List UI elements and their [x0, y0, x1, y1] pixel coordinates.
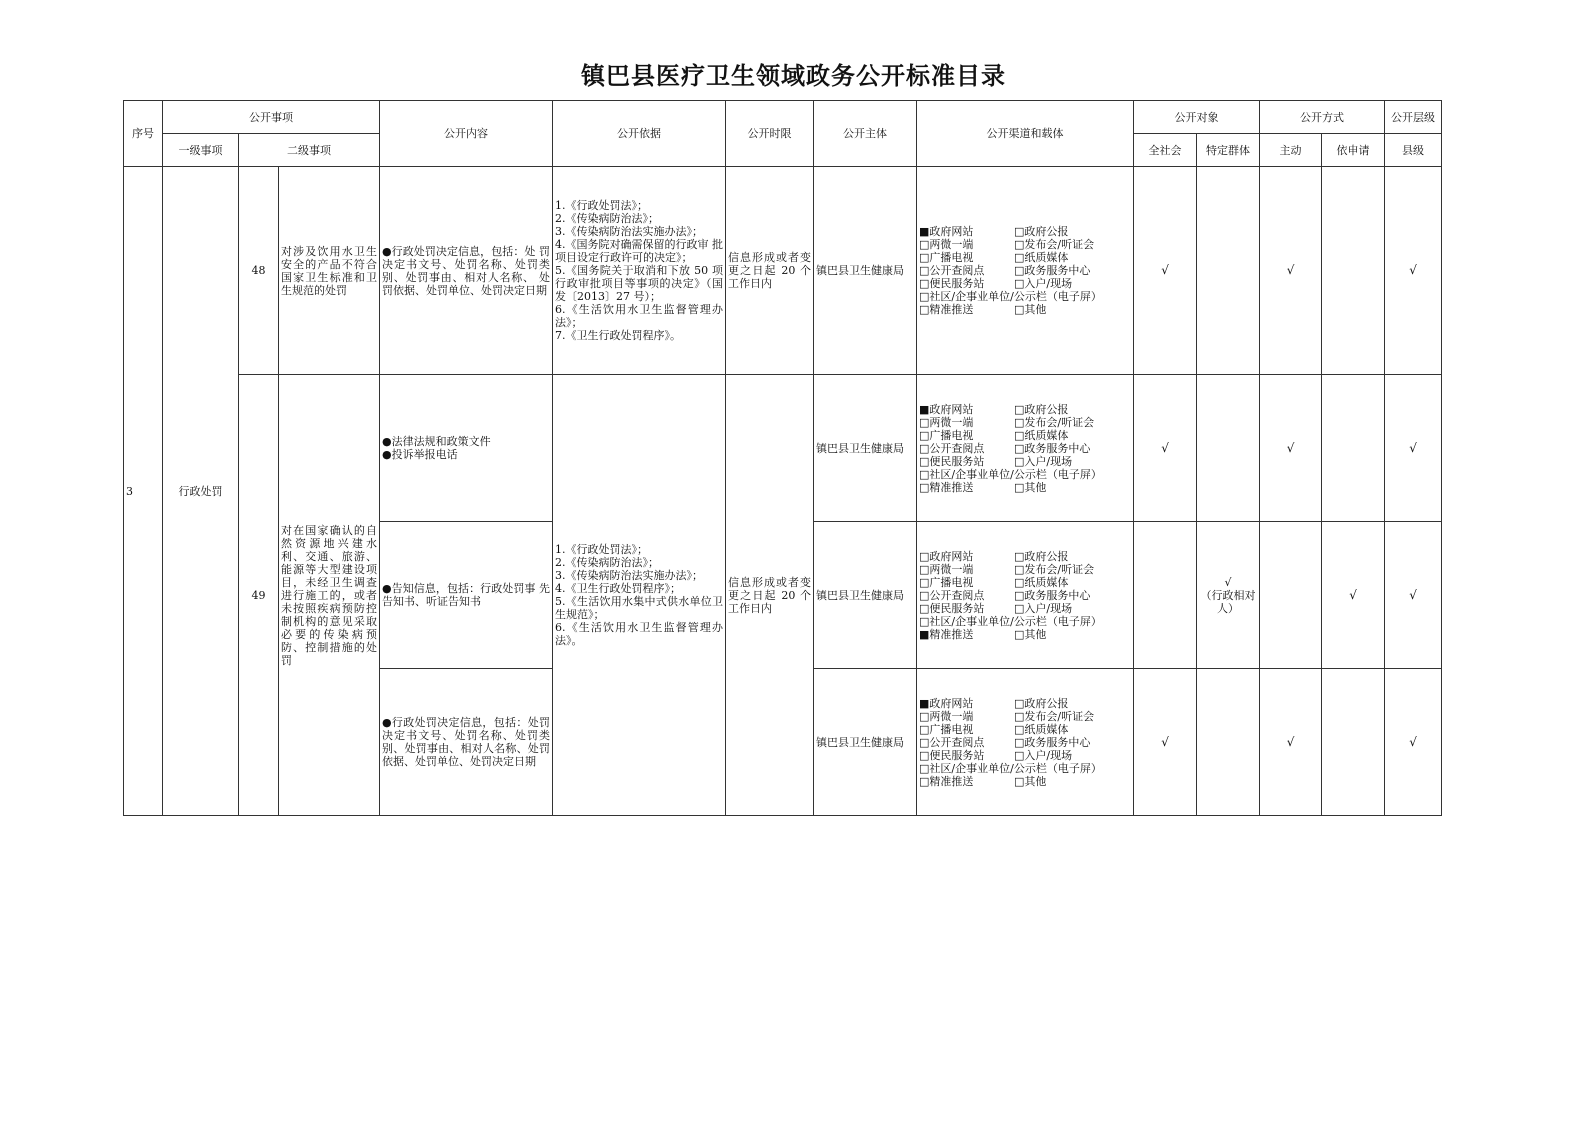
basis-cell — [553, 167, 726, 375]
header-seq: 序号 — [124, 101, 163, 167]
basis-line: 3.《传染病防治法实施办法》； — [555, 569, 704, 582]
subject-cell: 镇巴县卫生健康局 — [814, 522, 917, 669]
basis-cell — [553, 375, 726, 816]
channel-cell — [917, 375, 1134, 522]
channel-option: □社区/企事业单位/公示栏（电子屏） — [919, 614, 1102, 628]
check-specific-group: √ （行政相对人） — [1197, 522, 1260, 669]
basis-line: 7.《卫生行政处罚程序》。 — [555, 329, 682, 342]
level1-cell: 行政处罚 — [163, 167, 239, 816]
channel-option: □纸质媒体 — [1014, 251, 1069, 264]
basis-line: 1.《行政处罚法》； — [555, 543, 649, 556]
channel-option: □其他 — [1014, 774, 1047, 788]
channel-option: □政务服务中心 — [1014, 735, 1091, 749]
channel-option: □公开查阅点 — [919, 441, 985, 455]
channel-option: □广播电视 — [919, 722, 974, 736]
channel-option: □社区/企事业单位/公示栏（电子屏） — [919, 290, 1102, 303]
basis-line: 6.《生活饮用水卫生监督管理办 法》。 — [555, 621, 724, 647]
channel-option: □便民服务站 — [919, 748, 985, 762]
channel-cell — [917, 669, 1134, 816]
channel-option: □其他 — [1014, 303, 1047, 316]
channel-option: □政府公报 — [1014, 696, 1069, 710]
basis-line: 5.《国务院关于取消和下放 50 项行政审批项目等事项的决定》（国发〔2013〕27 号）； — [555, 264, 724, 303]
basis-line: 1.《行政处罚法》； — [555, 199, 649, 212]
header-on-request: 依申请 — [1322, 134, 1385, 167]
channel-option — [1014, 290, 1144, 303]
content-line: ●行政处罚决定信息，包括：处罚决定书文号、处罚名称、处罚类别、处罚事由、相对人名称、处罚依据、处罚单位、处罚决定日期 — [382, 716, 551, 768]
header-content: 公开内容 — [380, 101, 553, 167]
channel-option: □纸质媒体 — [1014, 428, 1069, 442]
channel-option: □便民服务站 — [919, 454, 985, 468]
content-line: ●行政处罚决定信息，包括：处 罚决定书文号、处罚名称、处罚类别、处罚事由、相对人名称、 处罚依据、处罚单位、处罚决定日期 — [382, 244, 551, 297]
content-line: ●法律法规和政策文件 — [382, 435, 491, 448]
check-active — [1260, 522, 1322, 669]
channel-option: □纸质媒体 — [1014, 722, 1069, 736]
channel-option: □公开查阅点 — [919, 588, 985, 602]
check-county: √ — [1385, 167, 1442, 375]
channel-option: □其他 — [1014, 627, 1047, 641]
check-active: √ — [1260, 375, 1322, 522]
basis-line: 4.《卫生行政处罚程序》； — [555, 582, 682, 595]
item-description: 对在国家确认的自然资源地兴建水利、交通、旅游、能源等大型建设项目，未经卫生调查 进行施工的，或者未按照疾病预防控制机构的意见采取必要的传染病预防、控制措施的处罚 — [279, 375, 380, 816]
time-cell: 信息形成或者变更之日起 20 个工作日内 — [726, 375, 814, 816]
subject-cell: 镇巴县卫生健康局 — [814, 375, 917, 522]
basis-line: 2.《传染病防治法》； — [555, 212, 660, 225]
check-county: √ — [1385, 669, 1442, 816]
check-active: √ — [1260, 669, 1322, 816]
check-active: √ — [1260, 167, 1322, 375]
item-description: 对涉及饮用水卫生安全的产品不符合国家卫生标准和卫生规范的处罚 — [279, 167, 380, 375]
content-line: ●投诉举报电话 — [382, 448, 458, 461]
channel-option: □发布会/听证会 — [1014, 709, 1095, 723]
check-all-society: √ — [1134, 669, 1197, 816]
channel-option: □入户/现场 — [1014, 748, 1073, 762]
channel-option: □公开查阅点 — [919, 264, 985, 277]
channel-option: □精准推送 — [919, 774, 974, 788]
table-row — [124, 167, 1442, 375]
channel-option: □政府公报 — [1014, 225, 1069, 238]
check-all-society: √ — [1134, 167, 1197, 375]
seq-cell: 3 — [124, 167, 163, 816]
check-specific-group — [1197, 167, 1260, 375]
check-on-request: √ — [1322, 522, 1385, 669]
header-level1: 一级事项 — [163, 134, 239, 167]
check-on-request — [1322, 375, 1385, 522]
channel-option: □政府公报 — [1014, 402, 1069, 416]
channel-option: ■政府网站 — [919, 225, 974, 238]
item-number: 48 — [239, 167, 279, 375]
header-level2: 二级事项 — [239, 134, 380, 167]
channel-option: □发布会/听证会 — [1014, 415, 1095, 429]
channel-option: □发布会/听证会 — [1014, 562, 1095, 576]
channel-option: □其他 — [1014, 480, 1047, 494]
channel-option: □政务服务中心 — [1014, 588, 1091, 602]
item-number: 49 — [239, 375, 279, 816]
channel-option: □两微一端 — [919, 415, 974, 429]
channel-option: □入户/现场 — [1014, 277, 1073, 290]
check-all-society: √ — [1134, 375, 1197, 522]
channel-option: ■政府网站 — [919, 696, 974, 710]
channel-option: □两微一端 — [919, 709, 974, 723]
content-cell — [380, 167, 553, 375]
header-active: 主动 — [1260, 134, 1322, 167]
subject-cell: 镇巴县卫生健康局 — [814, 167, 917, 375]
channel-option: □广播电视 — [919, 428, 974, 442]
channel-option: □纸质媒体 — [1014, 575, 1069, 589]
header-items: 公开事项 — [163, 101, 380, 134]
channel-option: □广播电视 — [919, 575, 974, 589]
channel-cell — [917, 167, 1134, 375]
channel-option: □两微一端 — [919, 562, 974, 576]
check-county: √ — [1385, 375, 1442, 522]
channel-option: □入户/现场 — [1014, 601, 1073, 615]
header-tier: 公开层级 — [1385, 101, 1442, 134]
channel-cell — [917, 522, 1134, 669]
check-county: √ — [1385, 522, 1442, 669]
channel-option: □便民服务站 — [919, 277, 985, 290]
channel-option: □精准推送 — [919, 480, 974, 494]
channel-option: □政府网站 — [919, 549, 974, 563]
channel-option: □便民服务站 — [919, 601, 985, 615]
content-cell — [380, 669, 553, 816]
channel-option: □两微一端 — [919, 238, 974, 251]
channel-option — [1014, 468, 1144, 481]
content-cell — [380, 522, 553, 669]
channel-option: □广播电视 — [919, 251, 974, 264]
basis-line: 2.《传染病防治法》； — [555, 556, 660, 569]
basis-line: 3.《传染病防治法实施办法》； — [555, 225, 704, 238]
channel-option: □公开查阅点 — [919, 735, 985, 749]
channel-option: □政务服务中心 — [1014, 441, 1091, 455]
channel-option: □发布会/听证会 — [1014, 238, 1095, 251]
catalog-table — [123, 100, 1442, 816]
header-method: 公开方式 — [1260, 101, 1385, 134]
content-cell — [380, 375, 553, 522]
check-on-request — [1322, 669, 1385, 816]
header-specific-group: 特定群体 — [1197, 134, 1260, 167]
basis-line: 5.《生活饮用水集中式供水单位卫生规范》； — [555, 595, 724, 621]
channel-option: ■政府网站 — [919, 402, 974, 416]
channel-option: □政府公报 — [1014, 549, 1069, 563]
header-target: 公开对象 — [1134, 101, 1260, 134]
channel-option: □入户/现场 — [1014, 454, 1073, 468]
check-specific-group — [1197, 669, 1260, 816]
header-channel: 公开渠道和载体 — [917, 101, 1134, 167]
channel-option — [1014, 615, 1144, 628]
header-county: 县级 — [1385, 134, 1442, 167]
check-on-request — [1322, 167, 1385, 375]
check-specific-group — [1197, 375, 1260, 522]
channel-option: □政务服务中心 — [1014, 264, 1091, 277]
table-row — [124, 375, 1442, 522]
header-time: 公开时限 — [726, 101, 814, 167]
content-line: ●告知信息，包括：行政处罚事 先告知书、听证告知书 — [382, 582, 551, 608]
header-basis: 公开依据 — [553, 101, 726, 167]
channel-option — [1014, 762, 1144, 775]
subject-cell: 镇巴县卫生健康局 — [814, 669, 917, 816]
header-subject: 公开主体 — [814, 101, 917, 167]
basis-line: 4.《国务院对确需保留的行政审 批项目设定行政许可的决定》； — [555, 238, 724, 264]
header-row-1 — [124, 101, 1442, 134]
header-all-society: 全社会 — [1134, 134, 1197, 167]
channel-option: □精准推送 — [919, 303, 974, 316]
channel-option: □社区/企事业单位/公示栏（电子屏） — [919, 761, 1102, 775]
time-cell: 信息形成或者变更之日起 20 个工作日内 — [726, 167, 814, 375]
channel-option: □社区/企事业单位/公示栏（电子屏） — [919, 467, 1102, 481]
channel-option: ■精准推送 — [919, 627, 974, 641]
basis-line: 6.《生活饮用水卫生监督管理办法》； — [555, 303, 724, 329]
page-title: 镇巴县医疗卫生领域政务公开标准目录 — [581, 61, 1006, 90]
